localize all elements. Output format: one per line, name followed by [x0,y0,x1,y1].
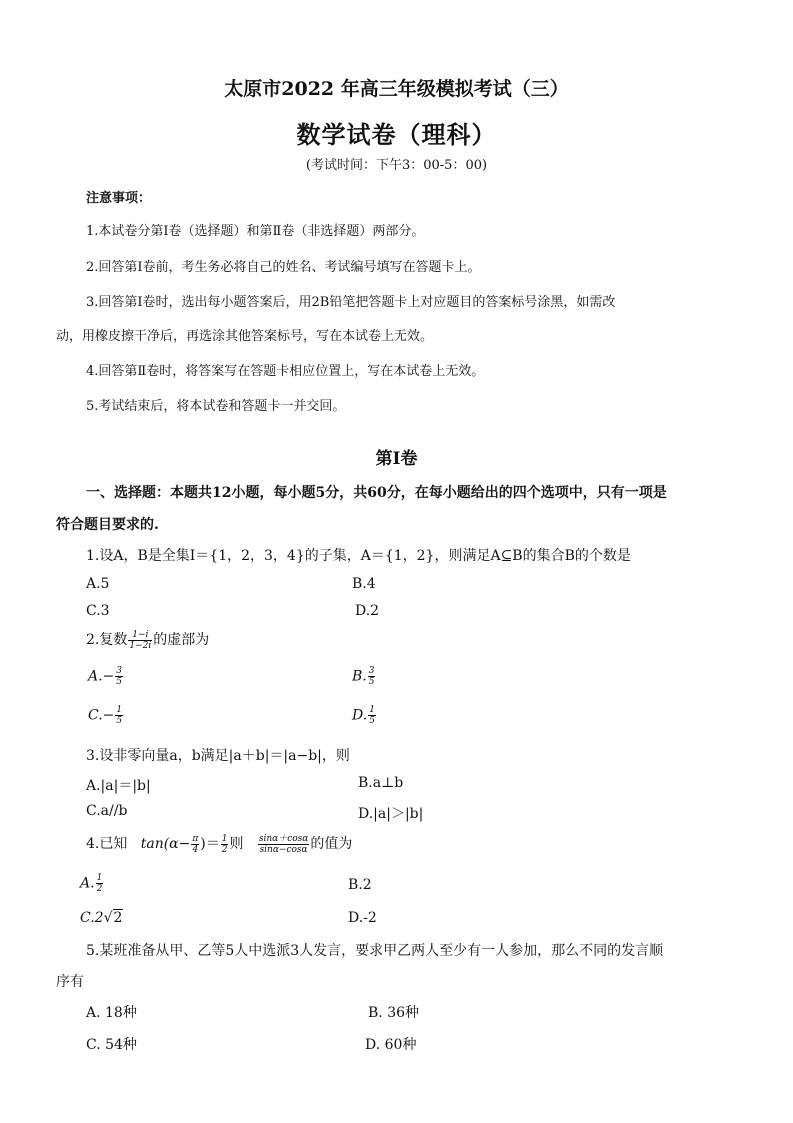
note-item: 3.回答第Ⅰ卷时，选出每小题答案后，用2B铅笔把答题卡上对应题目的答案标号涂黑，如需改 [86,295,616,310]
question-5-option-b: B. 36种 [368,1005,420,1021]
sqrt-symbol: √ [103,910,113,926]
fraction-denominator: 2 [96,884,103,894]
question-3-option-a: A.|a|＝|b| [86,778,151,794]
question-5-option-d: D. 60种 [365,1037,417,1053]
question-4-stem [86,833,352,855]
option-label: A. [80,875,95,892]
tan-expression: tan(α− [140,836,191,852]
note-item: 动，用橡皮擦干净后，再选涂其他答案标号，写在本试卷上无效。 [56,329,434,344]
fraction-numerator: 1−i [128,630,152,641]
fraction-denominator: 5 [369,716,375,726]
question-3-stem: 3.设非零向量a，b满足|a＋b|＝|a−b|，则 [86,748,350,764]
option-fraction [115,666,123,687]
half-fraction [221,834,229,855]
exam-title: 太原市2022 年高三年级模拟考试（三） [224,78,569,100]
exam-time: (考试时间：下午3：00-5：00) [305,158,488,173]
question-2-fraction [128,630,152,651]
option-fraction [368,666,376,687]
fraction-numerator: 1 [369,705,375,715]
question-2-suffix: 的虚部为 [153,632,210,648]
fraction-denominator: 2 [221,844,228,855]
question-5-option-a: A. 18种 [86,1005,137,1021]
question-1-option-d: D.2 [355,603,380,619]
option-fraction [96,873,104,894]
option-label: C.− [88,707,115,724]
option-fraction [368,705,376,726]
question-4-prefix: 4.已知 [86,836,128,852]
question-3-option-b: B.a⊥b [358,775,404,791]
question-2-prefix: 2.复数 [86,632,128,648]
option-label: B. [352,668,367,685]
option-label: C.2 [80,910,104,926]
fraction-numerator: 1 [221,833,228,844]
sqrt-radicand: 2 [113,910,123,926]
question-5-stem-cont: 序有 [56,974,84,990]
question-2-option-c [88,705,124,726]
question-2-option-a [88,666,124,687]
fraction-numerator: 3 [368,666,375,676]
question-1-option-a: A.5 [86,576,110,592]
question-5-option-c: C. 54种 [86,1037,137,1053]
question-2-stem [86,629,209,651]
fraction-numerator: 1 [96,873,103,883]
exam-subject: 数学试卷（理科） [296,120,497,149]
option-label: A.− [88,668,115,685]
fraction-denominator: 1−2i [129,640,152,651]
fraction-denominator: 4 [192,844,199,855]
tan-close: )＝ [200,836,220,852]
question-1-option-b: B.4 [352,576,376,592]
fraction-numerator: 3 [116,666,123,676]
question-1-stem: 1.设A，B是全集I＝{1，2，3，4}的子集，A＝{1，2}，则满足A⊆B的集合B的个数是 [86,548,631,564]
note-item: 5.考试结束后，将本试卷和答题卡一并交回。 [86,399,346,414]
fraction-denominator: 5 [368,677,375,687]
question-2-option-d [352,705,377,726]
section-intro-cont: 符合题目要求的. [56,517,159,533]
section-title: 第Ⅰ卷 [375,449,418,469]
ratio-fraction [258,834,310,855]
fraction-denominator: 5 [116,677,123,687]
option-fraction [115,705,123,726]
fraction-numerator: 1 [116,705,123,715]
option-label: D. [352,707,368,724]
note-item: 1.本试卷分第Ⅰ卷（选择题）和第Ⅱ卷（非选择题）两部分。 [86,224,425,239]
question-4-suffix: 的值为 [310,836,353,852]
question-2-option-b [352,666,376,687]
question-1-option-c: C.3 [86,603,110,619]
section-intro: 一、选择题：本题共12小题，每小题5分，共60分，在每小题给出的四个选项中，只有一项是 [86,485,667,501]
note-item: 2.回答第Ⅰ卷前，考生务必将自己的姓名、考试编号填写在答题卡上。 [86,260,481,275]
fraction-numerator: sinα＋cosα [258,833,309,844]
note-item: 4.回答第Ⅱ卷时，将答案写在答题卡相应位置上，写在本试卷上无效。 [86,364,485,379]
notes-heading: 注意事项： [86,191,152,206]
question-3-option-d: D.|a|＞|b| [358,806,424,822]
question-4-option-a [80,873,104,894]
question-4-option-c [80,910,123,926]
question-4-option-d: D.-2 [348,910,377,926]
question-4-mid: 则 [229,836,244,852]
fraction-denominator: sinα−cosα [259,844,308,855]
question-4-option-b: B.2 [348,877,372,893]
question-5-stem: 5.某班准备从甲、乙等5人中选派3人发言，要求甲乙两人至少有一人参加，那么不同的发言顺 [86,943,664,959]
fraction-numerator: π [192,833,199,844]
pi-fraction [191,834,199,855]
fraction-denominator: 5 [116,716,123,726]
question-3-option-c: C.a//b [86,803,128,819]
